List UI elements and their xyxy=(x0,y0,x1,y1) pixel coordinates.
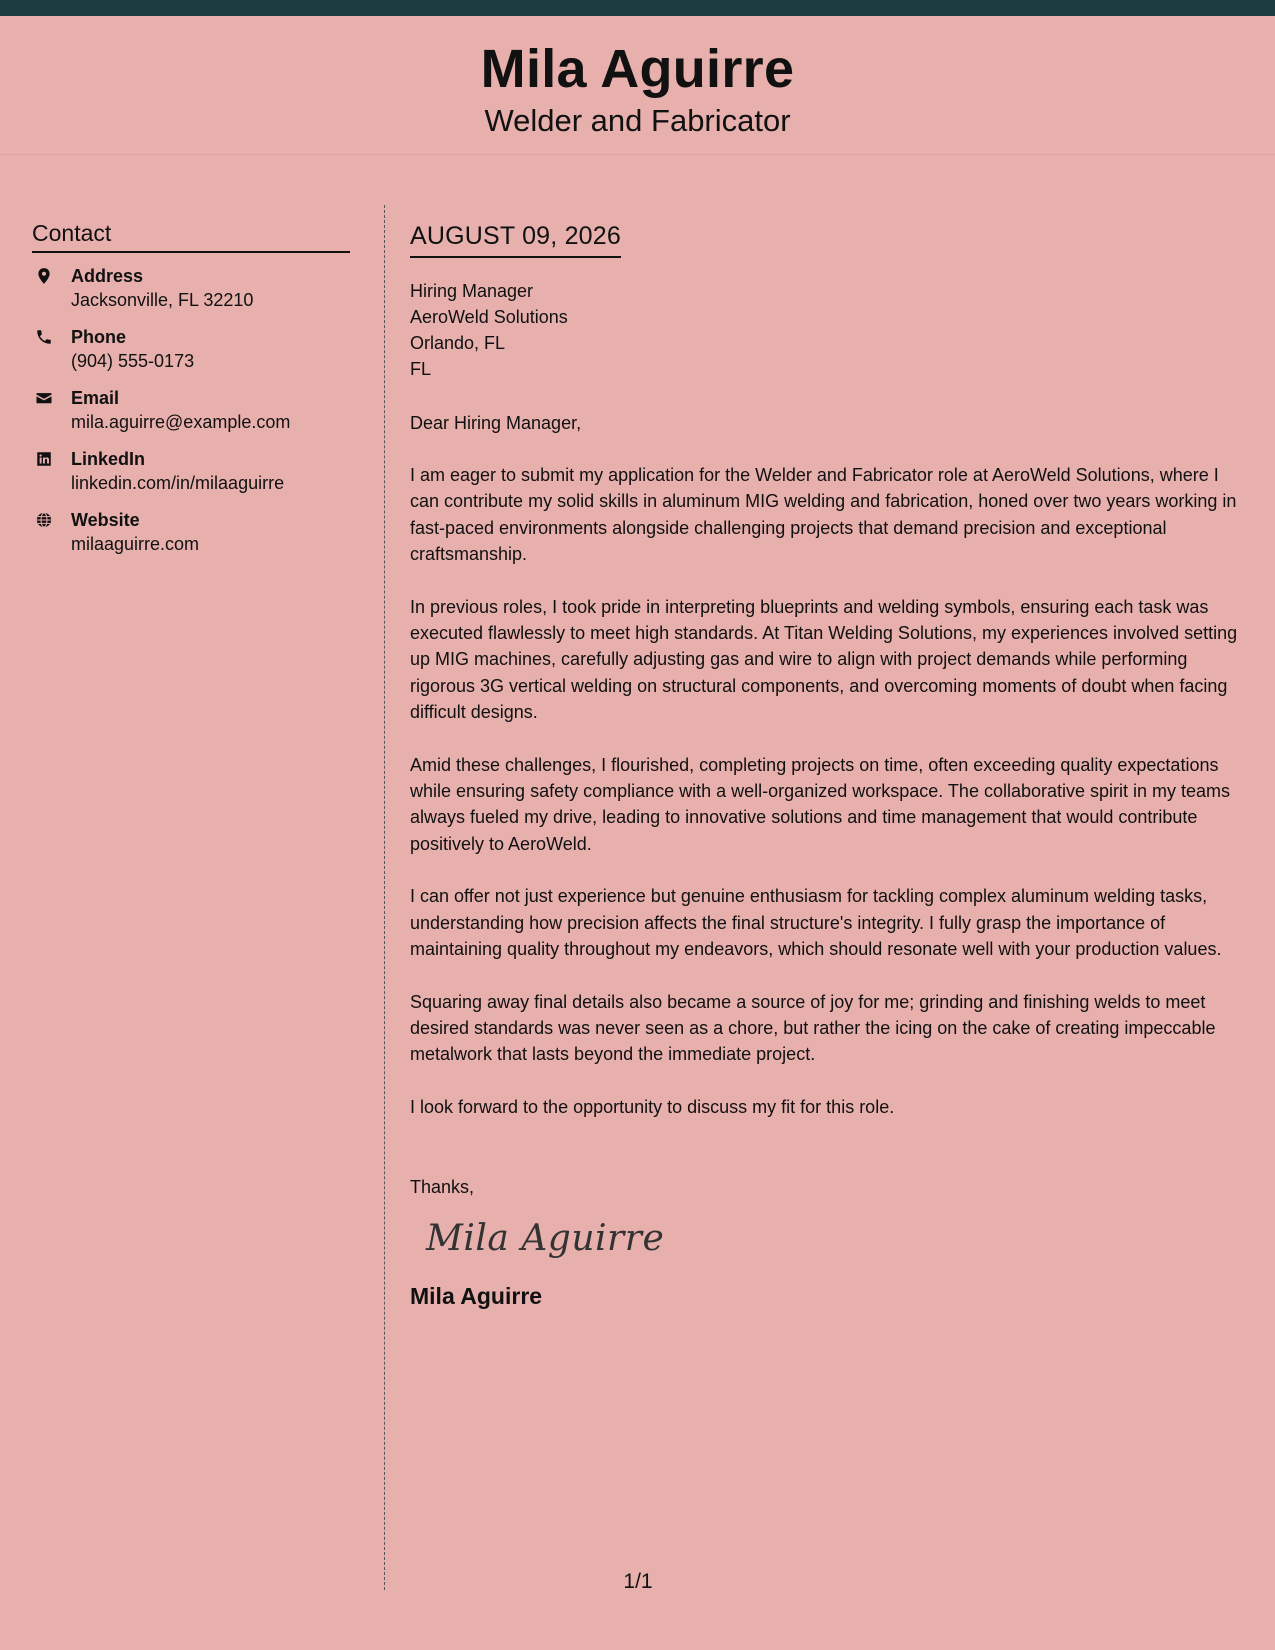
top-accent-bar xyxy=(0,0,1275,16)
contact-email xyxy=(32,387,350,434)
applicant-name: Mila Aguirre xyxy=(480,39,795,99)
contact-label: LinkedIn xyxy=(71,449,146,469)
signer-name: Mila Aguirre xyxy=(410,1283,543,1310)
recipient-block xyxy=(410,278,1250,382)
column-divider xyxy=(384,205,385,1590)
salutation: Dear Hiring Manager, xyxy=(410,413,582,433)
letter-paragraph: I look forward to the opportunity to discuss my fit for this role. xyxy=(410,1096,895,1117)
header xyxy=(0,16,1275,155)
phone-icon xyxy=(35,328,53,346)
recipient-line: FL xyxy=(410,359,432,379)
contact-value: (904) 555-0173 xyxy=(71,351,195,371)
contact-value[interactable]: linkedin.com/in/milaaguirre xyxy=(71,473,285,493)
letter-date: AUGUST 09, 2026 xyxy=(410,222,621,258)
linkedin-icon xyxy=(35,450,53,468)
contact-label: Address xyxy=(71,266,144,286)
letter-body xyxy=(410,222,1250,1310)
contact-label: Email xyxy=(71,388,120,408)
contact-heading: Contact xyxy=(32,220,350,253)
contact-phone xyxy=(32,326,350,373)
contact-address xyxy=(32,265,350,312)
contact-value[interactable]: milaaguirre.com xyxy=(71,534,200,554)
contact-label: Phone xyxy=(71,327,127,347)
job-title: Welder and Fabricator xyxy=(484,103,791,138)
letter-paragraph: I can offer not just experience but genuine enthusiasm for tackling complex aluminum welding tasks, understanding how precision affects the final structure's integrity. I fully grasp the importance of maintaining quality throughout my endeavors, which should resonate well with your production values. xyxy=(410,886,1222,960)
closing: Thanks, xyxy=(410,1177,475,1198)
recipient-line: AeroWeld Solutions xyxy=(410,307,568,327)
letter-paragraph: In previous roles, I took pride in interpreting blueprints and welding symbols, ensuring each task was executed flawlessly to meet high standards. At Titan Welding Solutions, my experiences involved setting up MIG machines, carefully adjusting gas and wire to align with project demands while performing rigorous 3G vertical welding on structural components, and overcoming moments of doubt when facing difficult designs. xyxy=(410,596,1238,723)
letter-paragraph: Amid these challenges, I flourished, completing projects on time, often exceeding quality expectations while ensuring safety compliance with a well-organized workspace. The collaborative spirit in my teams always fueled my drive, leading to innovative solutions and time management that would contribute positively to AeroWeld. xyxy=(410,754,1231,854)
globe-icon xyxy=(35,511,53,529)
envelope-icon xyxy=(35,389,53,407)
contact-sidebar xyxy=(32,220,350,570)
letter-paragraph: Squaring away final details also became a source of joy for me; grinding and finishing welds to meet desired standards was never seen as a chore, but rather the icing on the cake of creating impeccable metalwork that lasts beyond the immediate project. xyxy=(410,991,1216,1065)
contact-value[interactable]: mila.aguirre@example.com xyxy=(71,412,291,432)
page-number: 1/1 xyxy=(623,1570,653,1593)
contact-linkedin xyxy=(32,448,350,495)
recipient-line: Hiring Manager xyxy=(410,281,534,301)
handwritten-signature: Mila Aguirre xyxy=(426,1218,665,1260)
map-pin-icon xyxy=(35,267,53,285)
contact-label: Website xyxy=(71,510,140,530)
contact-website xyxy=(32,509,350,556)
contact-value: Jacksonville, FL 32210 xyxy=(71,290,254,310)
letter-paragraph: I am eager to submit my application for the Welder and Fabricator role at AeroWeld Solutions, where I can contribute my solid skills in aluminum MIG welding and fabrication, honed over two years working in fast-paced environments alongside challenging projects that demand precision and exceptional craftsmanship. xyxy=(410,465,1237,565)
recipient-line: Orlando, FL xyxy=(410,333,506,353)
